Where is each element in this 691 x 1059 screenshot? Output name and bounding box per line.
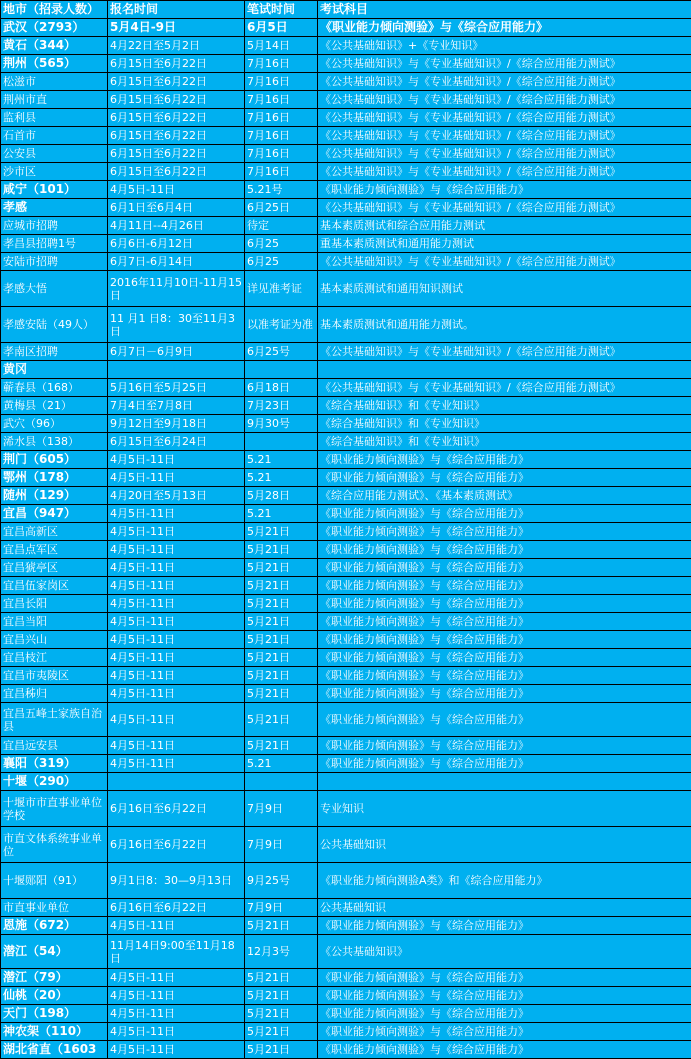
- registration-time-cell: 6月1日至6月4日: [108, 199, 245, 217]
- registration-time-cell: 4月5日-11日: [108, 667, 245, 685]
- city-cell: 荆州（565）: [1, 55, 108, 73]
- registration-time-cell: 5月4日-9日: [108, 19, 245, 37]
- registration-time-cell: 6月15日至6月22日: [108, 73, 245, 91]
- table-row: [1, 469, 691, 487]
- table-row: [1, 935, 691, 969]
- table-row: [1, 253, 691, 271]
- exam-subjects-cell: 《公共基础知识》与《专业基础知识》/《综合应用能力测试》: [318, 343, 691, 361]
- registration-time-cell: 4月22日至5月2日: [108, 37, 245, 55]
- registration-time-cell: 7月4日至7月8日: [108, 397, 245, 415]
- registration-time-cell: 4月5日-11日: [108, 181, 245, 199]
- exam-subjects-cell: 《职业能力倾向测验》与《综合应用能力》: [318, 541, 691, 559]
- exam-subjects-cell: 《公共基础知识》与《专业基础知识》/《综合应用能力测试》: [318, 163, 691, 181]
- registration-time-cell: 4月5日-11日: [108, 559, 245, 577]
- city-cell: 安陆市招聘: [1, 253, 108, 271]
- registration-time-cell: 9月1日8：30—9月13日: [108, 863, 245, 899]
- exam-subjects-cell: 《职业能力倾向测验》与《综合应用能力》: [318, 987, 691, 1005]
- exam-subjects-cell: 《职业能力倾向测验》与《综合应用能力》: [318, 685, 691, 703]
- registration-time-cell: 4月5日-11日: [108, 1005, 245, 1023]
- exam-date-cell: 5月21日: [245, 631, 318, 649]
- table-row: [1, 773, 691, 791]
- exam-date-cell: 5.21: [245, 469, 318, 487]
- exam-subjects-cell: 《职业能力倾向测验》与《综合应用能力》: [318, 649, 691, 667]
- table-row: [1, 667, 691, 685]
- exam-subjects-cell: 《职业能力倾向测验》与《综合应用能力》: [318, 19, 691, 37]
- registration-time-cell: 6月16日至6月22日: [108, 899, 245, 917]
- table-row: [1, 127, 691, 145]
- table-row: [1, 271, 691, 307]
- city-cell: 黄梅县（21）: [1, 397, 108, 415]
- exam-date-cell: 5.21: [245, 755, 318, 773]
- table-row: [1, 55, 691, 73]
- city-cell: 孝感: [1, 199, 108, 217]
- table-row: [1, 343, 691, 361]
- exam-date-cell: 5月21日: [245, 917, 318, 935]
- exam-date-cell: 6月18日: [245, 379, 318, 397]
- registration-time-cell: 4月5日-11日: [108, 631, 245, 649]
- exam-date-cell: [245, 433, 318, 451]
- exam-date-cell: 5月21日: [245, 559, 318, 577]
- table-body: [1, 19, 691, 1059]
- registration-time-cell: 6月16日至6月22日: [108, 791, 245, 827]
- table-row: [1, 685, 691, 703]
- table-row: [1, 505, 691, 523]
- exam-date-cell: 7月16日: [245, 55, 318, 73]
- registration-time-cell: 6月6日-6月12日: [108, 235, 245, 253]
- exam-date-cell: 7月9日: [245, 899, 318, 917]
- exam-subjects-cell: 《职业能力倾向测验》与《综合应用能力》: [318, 737, 691, 755]
- exam-date-cell: 7月23日: [245, 397, 318, 415]
- exam-date-cell: 6月25: [245, 235, 318, 253]
- registration-time-cell: 4月5日-11日: [108, 523, 245, 541]
- city-cell: 十堰（290）: [1, 773, 108, 791]
- exam-date-cell: 5月21日: [245, 737, 318, 755]
- city-cell: 监利县: [1, 109, 108, 127]
- city-cell: 黄冈: [1, 361, 108, 379]
- city-cell: 宜昌猇亭区: [1, 559, 108, 577]
- exam-date-cell: 5月21日: [245, 969, 318, 987]
- exam-date-cell: 5月21日: [245, 577, 318, 595]
- city-cell: 宜昌枝江: [1, 649, 108, 667]
- exam-date-cell: 5.21号: [245, 181, 318, 199]
- header-registration-time: 报名时间: [108, 1, 245, 19]
- table-row: [1, 217, 691, 235]
- registration-time-cell: 2016年11月10日-11月15日: [108, 271, 245, 307]
- exam-subjects-cell: 《职业能力倾向测验》与《综合应用能力》: [318, 559, 691, 577]
- registration-time-cell: 4月5日-11日: [108, 1023, 245, 1041]
- exam-subjects-cell: 《公共基础知识》+《专业知识》: [318, 37, 691, 55]
- table-row: [1, 987, 691, 1005]
- table-row: [1, 163, 691, 181]
- city-cell: 孝昌县招聘1号: [1, 235, 108, 253]
- table-row: [1, 307, 691, 343]
- exam-subjects-cell: 基本素质测试和通用知识测试: [318, 271, 691, 307]
- city-cell: 市直文体系统事业单位: [1, 827, 108, 863]
- exam-subjects-cell: 《公共基础知识》与《专业基础知识》/《综合应用能力测试》: [318, 55, 691, 73]
- exam-subjects-cell: 《公共基础知识》与《专业基础知识》/《综合应用能力测试》: [318, 73, 691, 91]
- exam-date-cell: 7月16日: [245, 109, 318, 127]
- city-cell: 石首市: [1, 127, 108, 145]
- city-cell: 宜昌当阳: [1, 613, 108, 631]
- table-row: [1, 969, 691, 987]
- header-exam-date: 笔试时间: [245, 1, 318, 19]
- exam-date-cell: 5月21日: [245, 703, 318, 737]
- exam-subjects-cell: 《职业能力倾向测验》与《综合应用能力》: [318, 1041, 691, 1059]
- city-cell: 恩施（672）: [1, 917, 108, 935]
- registration-time-cell: 4月5日-11日: [108, 987, 245, 1005]
- table-row: [1, 487, 691, 505]
- table-row: [1, 917, 691, 935]
- exam-subjects-cell: 《职业能力倾向测验》与《综合应用能力》: [318, 1023, 691, 1041]
- registration-time-cell: 9月12日至9月18日: [108, 415, 245, 433]
- exam-subjects-cell: 《公共基础知识》与《专业基础知识》/《综合应用能力测试》: [318, 145, 691, 163]
- exam-subjects-cell: 《职业能力倾向测验》与《综合应用能力》: [318, 181, 691, 199]
- header-city: 地市（招录人数）: [1, 1, 108, 19]
- exam-date-cell: 6月25日: [245, 199, 318, 217]
- exam-date-cell: 5月21日: [245, 649, 318, 667]
- exam-subjects-cell: 《职业能力倾向测验》与《综合应用能力》: [318, 703, 691, 737]
- exam-date-cell: 7月16日: [245, 127, 318, 145]
- exam-subjects-cell: 《公共基础知识》与《专业基础知识》/《综合应用能力测试》: [318, 379, 691, 397]
- table-row: [1, 595, 691, 613]
- city-cell: 咸宁（101）: [1, 181, 108, 199]
- table-row: [1, 397, 691, 415]
- exam-date-cell: [245, 773, 318, 791]
- exam-date-cell: 9月30号: [245, 415, 318, 433]
- exam-subjects-cell: 《职业能力倾向测验》与《综合应用能力》: [318, 1005, 691, 1023]
- exam-subjects-cell: 《综合基础知识》和《专业知识》: [318, 415, 691, 433]
- exam-date-cell: 5月21日: [245, 595, 318, 613]
- city-cell: 宜昌（947）: [1, 505, 108, 523]
- registration-time-cell: 4月5日-11日: [108, 577, 245, 595]
- exam-date-cell: 5月21日: [245, 1005, 318, 1023]
- table-row: [1, 451, 691, 469]
- registration-time-cell: 6月15日至6月22日: [108, 55, 245, 73]
- exam-subjects-cell: 专业知识: [318, 791, 691, 827]
- city-cell: 潜江（79）: [1, 969, 108, 987]
- registration-time-cell: 6月7日-6月14日: [108, 253, 245, 271]
- city-cell: 潜江（54）: [1, 935, 108, 969]
- city-cell: 襄阳（319）: [1, 755, 108, 773]
- table-row: [1, 541, 691, 559]
- city-cell: 宜昌伍家岗区: [1, 577, 108, 595]
- table-row: [1, 73, 691, 91]
- table-row: [1, 379, 691, 397]
- exam-subjects-cell: [318, 773, 691, 791]
- exam-date-cell: [245, 361, 318, 379]
- registration-time-cell: 6月16日至6月22日: [108, 827, 245, 863]
- exam-subjects-cell: 《职业能力倾向测验A类》和《综合应用能力》: [318, 863, 691, 899]
- exam-subjects-cell: 《公共基础知识》与《专业基础知识》/《综合应用能力测试》: [318, 253, 691, 271]
- exam-date-cell: 5.21: [245, 451, 318, 469]
- table-row: [1, 91, 691, 109]
- exam-subjects-cell: 《职业能力倾向测验》与《综合应用能力》: [318, 469, 691, 487]
- registration-time-cell: 4月5日-11日: [108, 541, 245, 559]
- registration-time-cell: 11 月1 日8：30至11月3日: [108, 307, 245, 343]
- registration-time-cell: 4月5日-11日: [108, 613, 245, 631]
- city-cell: 宜昌市夷陵区: [1, 667, 108, 685]
- exam-subjects-cell: 《综合基础知识》和《专业知识》: [318, 397, 691, 415]
- exam-date-cell: 5月21日: [245, 987, 318, 1005]
- table-row: [1, 199, 691, 217]
- exam-date-cell: 7月16日: [245, 91, 318, 109]
- city-cell: 仙桃（20）: [1, 987, 108, 1005]
- city-cell: 荆州市直: [1, 91, 108, 109]
- table-row: [1, 863, 691, 899]
- city-cell: 孝南区招聘: [1, 343, 108, 361]
- city-cell: 沙市区: [1, 163, 108, 181]
- exam-date-cell: 以准考证为准: [245, 307, 318, 343]
- table-row: [1, 415, 691, 433]
- exam-subjects-cell: 《职业能力倾向测验》与《综合应用能力》: [318, 451, 691, 469]
- exam-date-cell: 6月25号: [245, 343, 318, 361]
- registration-time-cell: 4月5日-11日: [108, 595, 245, 613]
- table-row: [1, 631, 691, 649]
- table-row: [1, 523, 691, 541]
- exam-subjects-cell: [318, 361, 691, 379]
- exam-date-cell: 5月21日: [245, 523, 318, 541]
- table-row: [1, 613, 691, 631]
- table-row: [1, 703, 691, 737]
- exam-subjects-cell: 《职业能力倾向测验》与《综合应用能力》: [318, 577, 691, 595]
- exam-subjects-cell: 《职业能力倾向测验》与《综合应用能力》: [318, 755, 691, 773]
- city-cell: 应城市招聘: [1, 217, 108, 235]
- city-cell: 湖北省直（1603: [1, 1041, 108, 1059]
- registration-time-cell: 4月5日-11日: [108, 1041, 245, 1059]
- exam-subjects-cell: 重基本素质测试和通用能力测试: [318, 235, 691, 253]
- table-row: [1, 19, 691, 37]
- exam-date-cell: 7月16日: [245, 145, 318, 163]
- city-cell: 宜昌高新区: [1, 523, 108, 541]
- table-row: [1, 1005, 691, 1023]
- registration-time-cell: 5月16日至5月25日: [108, 379, 245, 397]
- exam-subjects-cell: 公共基础知识: [318, 827, 691, 863]
- exam-date-cell: 6月25: [245, 253, 318, 271]
- exam-subjects-cell: 《公共基础知识》与《专业基础知识》/《综合应用能力测试》: [318, 109, 691, 127]
- table-row: [1, 109, 691, 127]
- registration-time-cell: 6月15日至6月22日: [108, 109, 245, 127]
- registration-time-cell: 6月15日至6月22日: [108, 145, 245, 163]
- table-row: [1, 37, 691, 55]
- table-row: [1, 145, 691, 163]
- city-cell: 宜昌点军区: [1, 541, 108, 559]
- registration-time-cell: 4月11日--4月26日: [108, 217, 245, 235]
- city-cell: 荆门（605）: [1, 451, 108, 469]
- registration-time-cell: 4月5日-11日: [108, 505, 245, 523]
- table-row: [1, 577, 691, 595]
- exam-date-cell: 5月21日: [245, 1023, 318, 1041]
- exam-date-cell: 待定: [245, 217, 318, 235]
- exam-subjects-cell: 《综合应用能力测试》、《基本素质测试》: [318, 487, 691, 505]
- registration-time-cell: 4月5日-11日: [108, 755, 245, 773]
- exam-date-cell: 7月9日: [245, 827, 318, 863]
- table-row: [1, 559, 691, 577]
- exam-date-cell: 5.21: [245, 505, 318, 523]
- exam-date-cell: 5月21日: [245, 541, 318, 559]
- exam-subjects-cell: 《职业能力倾向测验》与《综合应用能力》: [318, 631, 691, 649]
- registration-time-cell: 6月15日至6月22日: [108, 91, 245, 109]
- city-cell: 蕲春县（168）: [1, 379, 108, 397]
- exam-subjects-cell: 《公共基础知识》与《专业基础知识》/《综合应用能力测试》: [318, 127, 691, 145]
- header-exam-subjects: 考试科目: [318, 1, 691, 19]
- city-cell: 公安县: [1, 145, 108, 163]
- exam-date-cell: 7月16日: [245, 73, 318, 91]
- registration-time-cell: 4月20日至5月13日: [108, 487, 245, 505]
- registration-time-cell: [108, 361, 245, 379]
- city-cell: 松滋市: [1, 73, 108, 91]
- exam-subjects-cell: 基本素质测试和通用能力测试。: [318, 307, 691, 343]
- table-row: [1, 1041, 691, 1059]
- city-cell: 孝感大悟: [1, 271, 108, 307]
- exam-date-cell: 12月3号: [245, 935, 318, 969]
- table-row: [1, 899, 691, 917]
- registration-time-cell: 4月5日-11日: [108, 917, 245, 935]
- exam-date-cell: 5月14日: [245, 37, 318, 55]
- city-cell: 宜昌秭归: [1, 685, 108, 703]
- city-cell: 十堰郧阳（91）: [1, 863, 108, 899]
- exam-subjects-cell: 基本素质测试和综合应用能力测试: [318, 217, 691, 235]
- registration-time-cell: 6月15日至6月24日: [108, 433, 245, 451]
- city-cell: 孝感安陆（49人）: [1, 307, 108, 343]
- registration-time-cell: 4月5日-11日: [108, 649, 245, 667]
- table-row: [1, 433, 691, 451]
- city-cell: 黄石（344）: [1, 37, 108, 55]
- exam-subjects-cell: 公共基础知识: [318, 899, 691, 917]
- registration-time-cell: 4月5日-11日: [108, 969, 245, 987]
- city-cell: 浠水县（138）: [1, 433, 108, 451]
- exam-date-cell: 5月21日: [245, 1041, 318, 1059]
- exam-subjects-cell: 《综合基础知识》和《专业知识》: [318, 433, 691, 451]
- registration-time-cell: 6月15日至6月22日: [108, 127, 245, 145]
- exam-subjects-cell: 《公共基础知识》与《专业基础知识》/《综合应用能力测试》: [318, 91, 691, 109]
- registration-time-cell: 4月5日-11日: [108, 737, 245, 755]
- registration-time-cell: 6月15日至6月22日: [108, 163, 245, 181]
- city-cell: 天门（198）: [1, 1005, 108, 1023]
- exam-date-cell: 9月25号: [245, 863, 318, 899]
- table-row: [1, 181, 691, 199]
- registration-time-cell: 4月5日-11日: [108, 703, 245, 737]
- exam-date-cell: 5月21日: [245, 667, 318, 685]
- exam-subjects-cell: 《职业能力倾向测验》与《综合应用能力》: [318, 613, 691, 631]
- registration-time-cell: 6月7日－6月9日: [108, 343, 245, 361]
- exam-date-cell: 5月21日: [245, 613, 318, 631]
- city-cell: 宜昌远安县: [1, 737, 108, 755]
- exam-subjects-cell: 《职业能力倾向测验》与《综合应用能力》: [318, 505, 691, 523]
- exam-subjects-cell: 《职业能力倾向测验》与《综合应用能力》: [318, 969, 691, 987]
- table-row: [1, 755, 691, 773]
- table-row: [1, 1023, 691, 1041]
- header-row: [1, 1, 691, 19]
- city-cell: 武穴（96）: [1, 415, 108, 433]
- exam-date-cell: 5月21日: [245, 685, 318, 703]
- table-row: [1, 827, 691, 863]
- city-cell: 宜昌五峰土家族自治县: [1, 703, 108, 737]
- city-cell: 随州（129）: [1, 487, 108, 505]
- table-row: [1, 235, 691, 253]
- city-cell: 十堰市市直事业单位学校: [1, 791, 108, 827]
- registration-time-cell: [108, 773, 245, 791]
- city-cell: 鄂州（178）: [1, 469, 108, 487]
- city-cell: 市直事业单位: [1, 899, 108, 917]
- registration-time-cell: 4月5日-11日: [108, 469, 245, 487]
- table-row: [1, 361, 691, 379]
- exam-subjects-cell: 《职业能力倾向测验》与《综合应用能力》: [318, 667, 691, 685]
- city-cell: 武汉（2793）: [1, 19, 108, 37]
- exam-date-cell: 详见准考证: [245, 271, 318, 307]
- exam-date-cell: 6月5日: [245, 19, 318, 37]
- exam-subjects-cell: 《公共基础知识》与《专业基础知识》/《综合应用能力测试》: [318, 199, 691, 217]
- exam-subjects-cell: 《职业能力倾向测验》与《综合应用能力》: [318, 595, 691, 613]
- city-cell: 宜昌长阳: [1, 595, 108, 613]
- registration-time-cell: 11月14日9:00至11月18日: [108, 935, 245, 969]
- registration-time-cell: 4月5日-11日: [108, 451, 245, 469]
- exam-date-cell: 7月16日: [245, 163, 318, 181]
- city-cell: 宜昌兴山: [1, 631, 108, 649]
- city-cell: 神农架（110）: [1, 1023, 108, 1041]
- exam-date-cell: 7月9日: [245, 791, 318, 827]
- registration-time-cell: 4月5日-11日: [108, 685, 245, 703]
- table-row: [1, 649, 691, 667]
- exam-date-cell: 5月28日: [245, 487, 318, 505]
- table-row: [1, 791, 691, 827]
- exam-subjects-cell: 《职业能力倾向测验》与《综合应用能力》: [318, 523, 691, 541]
- exam-subjects-cell: 《职业能力倾向测验》与《综合应用能力》: [318, 917, 691, 935]
- exam-subjects-cell: 《公共基础知识》: [318, 935, 691, 969]
- table-row: [1, 737, 691, 755]
